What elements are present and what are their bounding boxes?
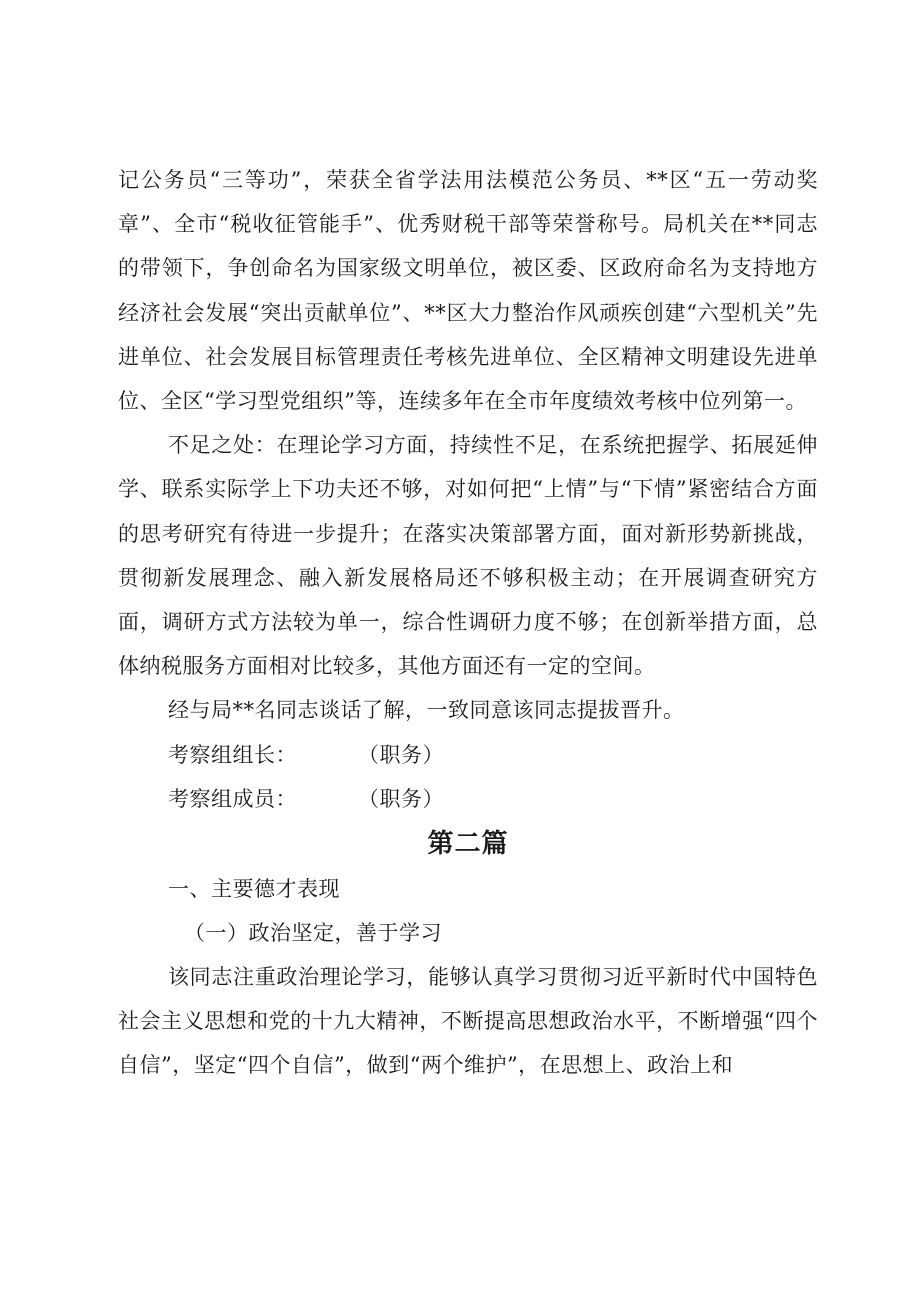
document-body bbox=[118, 158, 818, 1087]
heading-level-1: 一、主要德才表现 bbox=[168, 876, 340, 901]
conclusion-paragraph: 经与局**名同志谈话了解，一致同意该同志提拔晋升。 bbox=[168, 698, 685, 723]
team-member-position: （职务） bbox=[358, 786, 444, 811]
section-title: 第二篇 bbox=[427, 828, 509, 859]
team-leader-label: 考察组组长： bbox=[168, 742, 297, 767]
shortcomings-paragraph: 不足之处：在理论学习方面，持续性不足，在系统把握学、拓展延伸学、联系实际学上下功夫还不够，对如何把“上情”与“下情”紧密结合方面的思考研究有待进一步提升；在落实决策部署方面，面对新形势新挑战，贯彻新发展理念、融入新发展格局还不够积极主动；在开展调查研究方面，调研方式方法较为单一，综合性调研力度不够；在创新举措方面，总体纳税服务方面相对比较多，其他方面还有一定的空间。 bbox=[118, 433, 818, 679]
political-paragraph: 该同志注重政治理论学习，能够认真学习贯彻习近平新时代中国特色社会主义思想和党的十九大精神，不断提高思想政治水平，不断增强“四个自信”，坚定“四个自信”，做到“两个维护”，在思想上、政治上和 bbox=[118, 964, 818, 1078]
heading-level-2: （一）政治坚定，善于学习 bbox=[184, 920, 442, 945]
team-leader-position: （职务） bbox=[358, 742, 444, 767]
awards-paragraph: 记公务员“三等功”，荣获全省学法用法模范公务员、**区“五一劳动奖章”、全市“税收征管能手”、优秀财税干部等荣誉称号。局机关在**同志的带领下，争创命名为国家级文明单位，被区委、区政府命名为支持地方经济社会发展“突出贡献单位”、**区大力整治作风顽疾创建“六型机关”先进单位、社会发展目标管理责任考核先进单位、全区精神文明建设先进单位、全区“学习型党组织”等，连续多年在全市年度绩效考核中位列第一。 bbox=[118, 168, 818, 414]
team-leader-line bbox=[118, 733, 818, 777]
team-member-label: 考察组成员： bbox=[168, 786, 297, 811]
team-member-line bbox=[118, 777, 818, 821]
